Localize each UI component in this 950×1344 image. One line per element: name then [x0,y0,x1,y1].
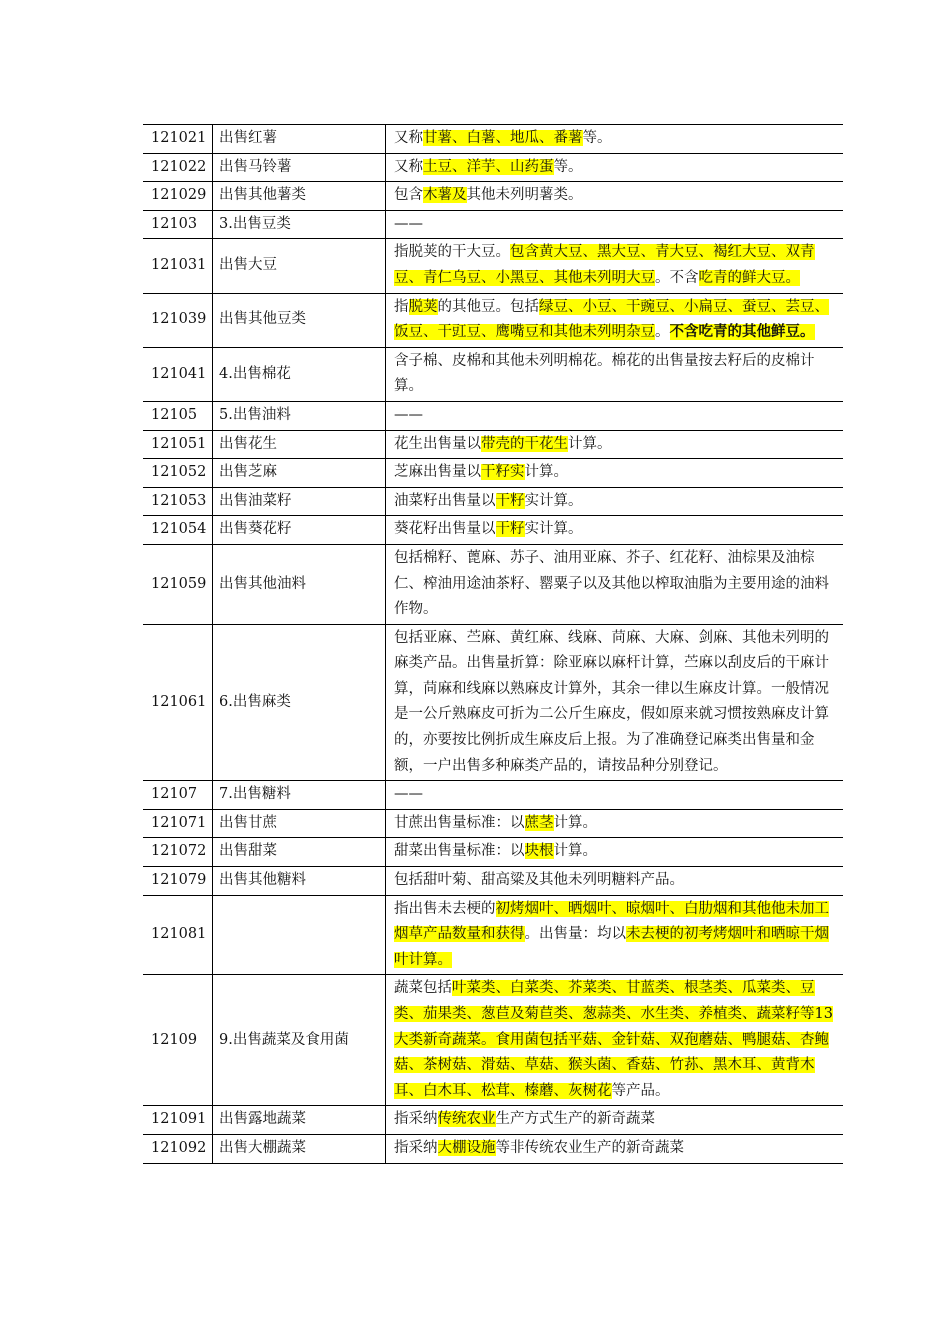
table-row [143,430,843,459]
description-text: 实计算。 [524,492,583,509]
description-text: 花生出售量以 [394,435,481,452]
item-name: 3.出售豆类 [213,210,386,239]
item-description [386,781,844,810]
table-body [143,125,843,1164]
highlighted-text: 块根 [524,843,554,860]
table-row [143,182,843,211]
item-code: 121053 [143,487,213,516]
table-row [143,153,843,182]
item-description [386,895,844,975]
item-name: 出售甘蔗 [213,809,386,838]
table-row [143,1134,843,1163]
item-description [386,182,844,211]
item-name: 出售露地蔬菜 [213,1106,386,1135]
description-text: 。 [655,324,670,341]
highlighted-text: 蔗茎 [524,814,554,831]
item-description [386,210,844,239]
description-text: 指出售未去梗的 [394,900,496,917]
description-text: —— [394,786,423,803]
description-text: 。出售量：均以 [524,926,626,943]
highlighted-text: 未去梗的初考烤烟叶和晒晾干烟叶计算。 [394,926,829,968]
item-description [386,1106,844,1135]
item-description [386,624,844,781]
item-name: 9.出售蔬菜及食用菌 [213,975,386,1106]
highlighted-text: 包含黄大豆、黑大豆、青大豆、褐红大豆、双青豆、青仁乌豆、小黑豆、其他未列明大豆 [394,244,815,286]
item-name: 出售其他油料 [213,544,386,624]
item-code: 121092 [143,1134,213,1163]
description-text: 指脱荚的干大豆。 [394,244,510,261]
table-row [143,624,843,781]
item-code: 121022 [143,153,213,182]
item-name: 出售马铃薯 [213,153,386,182]
highlighted-text: 初烤烟叶、晒烟叶、晾烟叶、白肋烟和其他他未加工烟草产品数量和获得 [394,900,829,943]
table-row [143,975,843,1106]
description-text: 蔬菜包括 [394,980,452,997]
item-description [386,347,844,401]
item-code: 12105 [143,401,213,430]
item-code: 121051 [143,430,213,459]
description-text: 生产方式生产的新奇蔬菜 [495,1111,655,1128]
item-code: 121054 [143,516,213,545]
table-row [143,809,843,838]
item-code: 121081 [143,895,213,975]
description-text: —— [394,406,423,423]
item-description [386,516,844,545]
item-name: 5.出售油料 [213,401,386,430]
description-text: 计算。 [553,814,597,831]
item-code: 121071 [143,809,213,838]
description-text: 含子棉、皮棉和其他未列明棉花。棉花的出售量按去籽后的皮棉计算。 [394,352,815,395]
item-description [386,838,844,867]
table-row [143,838,843,867]
crop-sales-table [143,124,843,1164]
item-name: 4.出售棉花 [213,347,386,401]
description-text: 甜菜出售量标准：以 [394,843,525,860]
highlighted-text: 叶菜类、白菜类、芥菜类、甘蓝类、根茎类、瓜菜类、豆类、茄果类、葱苣及菊苣类、葱蒜类、水生类、养植类、蔬菜籽等13大类新奇蔬菜。食用菌包括平菇、金针菇、双孢蘑菇、鸭腿菇、杏鲍菇、茶树菇、滑菇、草菇、猴头菌、香菇、竹荪、黑木耳、黄背木耳、白木耳、松茸、榛蘑、灰树花 [394,980,833,1099]
description-text: 又称 [394,130,423,146]
item-name: 6.出售麻类 [213,624,386,781]
highlighted-text: 土豆、洋芋、山药蛋 [423,158,554,175]
description-text: 指采纳 [394,1139,438,1156]
highlighted-text: 带壳的干花生 [481,435,568,452]
item-name: 出售油菜籽 [213,487,386,516]
item-name: 出售其他糖料 [213,867,386,896]
item-description [386,809,844,838]
description-text: 计算。 [553,843,597,860]
description-text: 甘蔗出售量标准：以 [394,814,525,831]
table-row [143,459,843,488]
item-description [386,1134,844,1163]
item-code: 12109 [143,975,213,1106]
item-name: 出售红薯 [213,125,386,154]
item-code: 121029 [143,182,213,211]
item-description [386,430,844,459]
item-code: 121041 [143,347,213,401]
highlighted-text: 绿豆、小豆、干豌豆、小扁豆、蚕豆、芸豆、饭豆、干豇豆、鹰嘴豆和其他未列明杂豆 [394,298,829,341]
description-text: 等。 [582,130,612,146]
highlighted-text: 吃青的鲜大豆。 [698,269,800,286]
description-text: 又称 [394,158,423,175]
table-row [143,1106,843,1135]
description-text: 的其他豆。包括 [437,298,539,315]
table-row [143,347,843,401]
table-row [143,210,843,239]
item-description [386,239,844,293]
table-row [143,293,843,347]
item-code: 121059 [143,544,213,624]
item-name [213,895,386,975]
highlighted-text: 脱荚 [408,298,438,315]
table-row [143,487,843,516]
description-text: 计算。 [568,435,612,452]
table-row [143,895,843,975]
item-description [386,975,844,1106]
description-text: 计算。 [524,464,568,481]
description-text: 。不含 [655,269,699,286]
description-text: 其他未列明薯类。 [466,187,583,204]
item-description [386,867,844,896]
item-name: 出售芝麻 [213,459,386,488]
highlighted-text: 干籽实 [481,464,525,481]
description-text: 等非传统农业生产的新奇蔬菜 [495,1139,684,1156]
item-description [386,401,844,430]
item-code: 121021 [143,125,213,154]
item-code: 121052 [143,459,213,488]
item-code: 121039 [143,293,213,347]
item-code: 121091 [143,1106,213,1135]
description-text: 指 [394,298,409,315]
item-code: 121079 [143,867,213,896]
description-text: 芝麻出售量以 [394,464,481,481]
description-text: 等。 [553,158,583,175]
item-description [386,487,844,516]
description-text: 包括棉籽、蓖麻、苏子、油用亚麻、芥子、红花籽、油棕果及油棕仁、榨油用途油茶籽、罂粟子以及其他以榨取油脂为主要用途的油料作物。 [394,549,829,618]
highlighted-text: 甘薯、白薯、地瓜、番薯 [423,130,583,146]
table-row [143,544,843,624]
description-text: 葵花籽出售量以 [394,521,496,538]
item-code: 12107 [143,781,213,810]
table-row [143,867,843,896]
item-code: 121061 [143,624,213,781]
item-name: 出售其他薯类 [213,182,386,211]
table-row [143,516,843,545]
table-row [143,781,843,810]
item-name: 出售葵花籽 [213,516,386,545]
item-name: 出售其他豆类 [213,293,386,347]
highlighted-text: 干籽 [495,521,525,538]
item-description [386,125,844,154]
item-name: 7.出售糖料 [213,781,386,810]
description-text: 油菜籽出售量以 [394,492,496,509]
table-row [143,401,843,430]
highlighted-text: 干籽 [495,492,525,509]
description-text: 指采纳 [394,1111,438,1128]
highlighted-text: 木薯及 [423,187,467,204]
description-text: 实计算。 [524,521,583,538]
highlighted-text: 传统农业 [437,1111,496,1128]
item-name: 出售大棚蔬菜 [213,1134,386,1163]
item-name: 出售甜菜 [213,838,386,867]
table-row [143,239,843,293]
item-description [386,153,844,182]
table-row [143,125,843,154]
item-code: 12103 [143,210,213,239]
item-description [386,544,844,624]
item-code: 121031 [143,239,213,293]
item-name: 出售大豆 [213,239,386,293]
item-description [386,459,844,488]
item-name: 出售花生 [213,430,386,459]
item-description [386,293,844,347]
description-text: 包括亚麻、苎麻、黄红麻、线麻、苘麻、大麻、剑麻、其他未列明的麻类产品。出售量折算：除亚麻以麻杆计算，苎麻以刮皮后的干麻计算，苘麻和线麻以熟麻皮计算外，其余一律以生麻皮计算。一般情况是一公斤熟麻皮可折为二公斤生麻皮，假如原来就习惯按熟麻皮计算的，亦要按比例折成生麻皮后上报。为了准确登记麻类出售量和金额，一户出售多种麻类产品的，请按品种分别登记。 [394,629,829,774]
highlighted-text: 不含吃青的其他鲜豆。 [669,324,815,341]
item-code: 121072 [143,838,213,867]
highlighted-text: 大棚设施 [437,1139,496,1156]
description-text: 包括甜叶菊、甜高粱及其他未列明糖料产品。 [394,872,684,889]
description-text: 包含 [394,187,423,204]
description-text: 等产品。 [611,1082,670,1099]
description-text: —— [394,215,423,232]
